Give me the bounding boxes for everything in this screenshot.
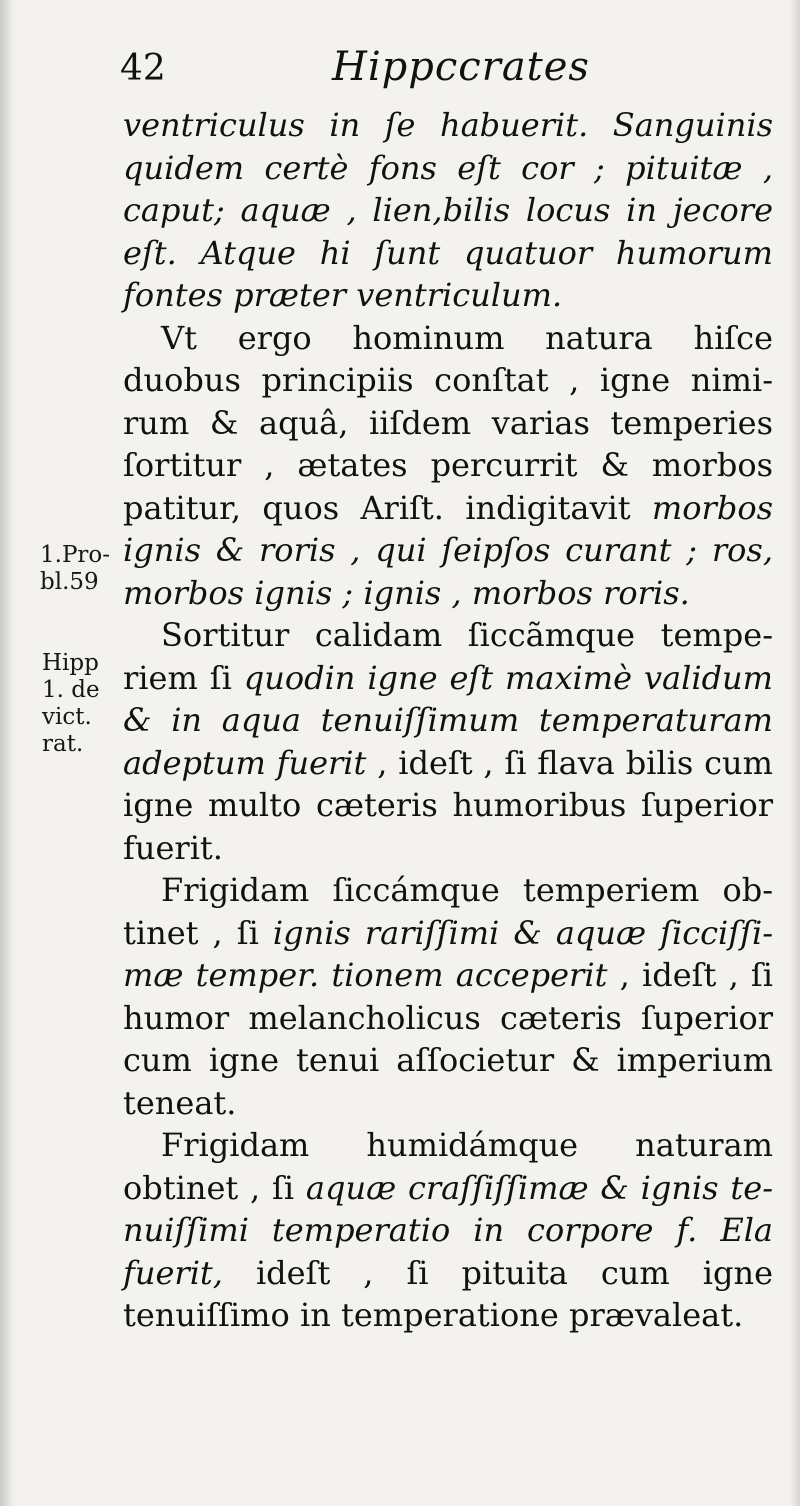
paragraph <box>123 614 773 869</box>
italic-run: ventriculus in ſe habuerit. Sanguinis quidem certè fons eſt cor ; pituitæ , caput; aquæ , lien,bilis locus in jecore eſt. Atque hi ſunt quatuor humorum fontes præter ventriculum. <box>123 106 773 314</box>
paragraph <box>123 869 773 1124</box>
page-number: 42 <box>120 48 166 89</box>
margin-note-line: 1. de <box>42 677 100 703</box>
paragraph <box>123 104 773 317</box>
roman-run: ideſt , ſi pituita cum igne tenuiſſimo in temperatione prævaleat. <box>123 1253 773 1334</box>
margin-note-line: bl.59 <box>40 569 99 595</box>
roman-run: Vt ergo hominum natura hiſce duobus principiis conſtat , igne nimirum & aquâ, iiſdem varias temperies ſortitur , ætates percurrit & morbos patitur, quos Ariſt. indigitavit <box>123 318 773 527</box>
roman-run: Frigidam ſiccámque temperiem obtinet , ſi <box>123 871 773 952</box>
running-head: Hippccrates <box>332 44 590 90</box>
margin-note-line: Hipp <box>42 650 99 676</box>
margin-note-line: vict. <box>42 704 92 730</box>
page-header <box>120 44 680 104</box>
italic-run: quodin igne eſt maximè validum & in aqua tenuiſſimum temperaturam adeptum fuerit <box>123 658 774 782</box>
paragraph <box>123 1124 773 1337</box>
roman-run: Frigidam humidámque naturam obtinet , ſi <box>123 1126 773 1207</box>
roman-run: , ideſt , ſi humor melancholicus cæteris ſuperior cum igne tenui aſſocietur & imperium teneat. <box>123 956 774 1122</box>
roman-run: , ideſt , ſi flava bilis cum igne multo cæteris humoribus ſuperior fuerit. <box>123 743 774 867</box>
italic-run: aquæ craſſiſſimæ & ignis tenuiſſimi temperatio in corpore f. Ela fuerit, <box>123 1168 774 1292</box>
paragraph <box>123 317 773 615</box>
margin-note <box>42 650 122 758</box>
italic-run: morbos ignis & roris , qui ſeipſos curant ; ros, morbos ignis ; ignis , morbos roris. <box>123 488 773 612</box>
main-text <box>123 104 773 1337</box>
roman-run: Sortitur calidam ſiccãmque temperiem ſi <box>123 616 773 697</box>
margin-note <box>40 542 120 596</box>
italic-run: ignis rariſſimi & aquæ ſicciſſimæ temper. tionem acceperit <box>123 913 774 994</box>
margin-note-line: rat. <box>42 731 84 757</box>
margin-note-line: 1.Pro- <box>40 542 111 568</box>
